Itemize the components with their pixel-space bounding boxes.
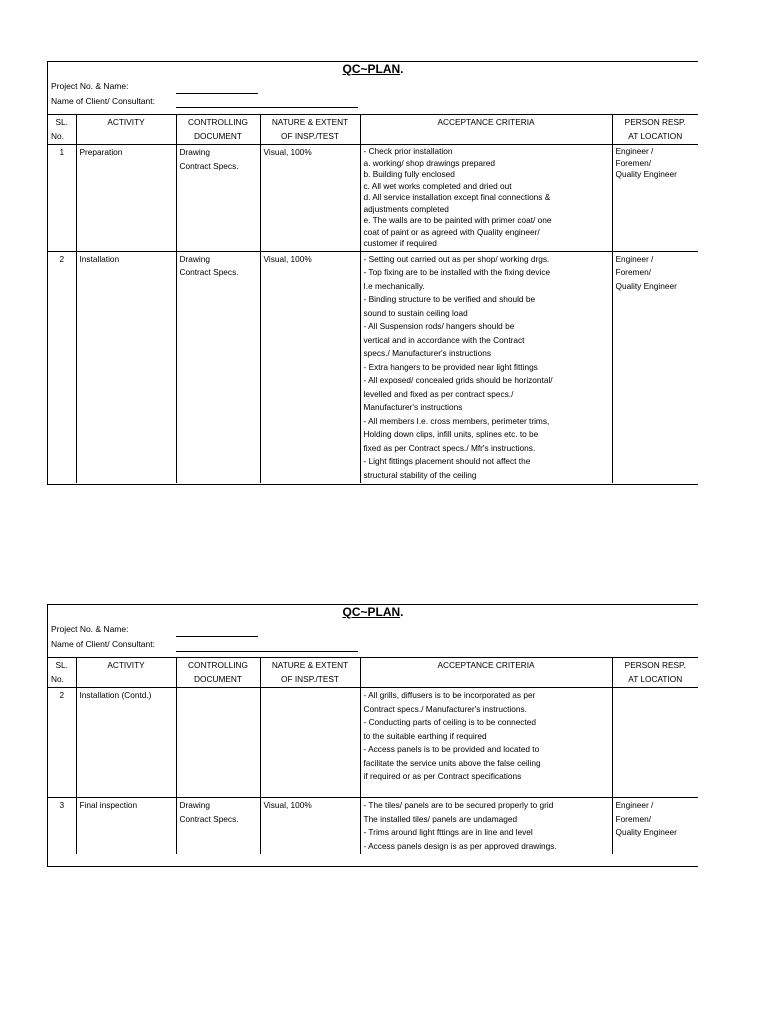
col-acceptance-criteria: ACCEPTANCE CRITERIA — [360, 115, 612, 145]
project-blank-line — [176, 93, 258, 94]
row-nature: Visual, 100% — [260, 798, 360, 855]
col-sl: SL. No. — [48, 115, 76, 145]
client-blank-line — [176, 107, 358, 108]
row-criteria: - Check prior installation a. working/ shop drawings prepared b. Building fully enclosed c. All wet works completed and dried out d. All service installation except final connections & adjustments completed e. The walls are to be painted with primer coat/ one coat of paint or as agreed with Quality engineer/ customer if required — [360, 145, 612, 252]
row-person: Engineer / Foremen/ Quality Engineer — [612, 251, 698, 483]
client-blank-line — [176, 651, 358, 652]
row-person: Engineer / Foremen/ Quality Engineer — [612, 145, 698, 252]
col-activity: ACTIVITY — [76, 115, 176, 145]
qc-plan-sheet-1 — [47, 61, 698, 485]
row-sl: 3 — [59, 800, 65, 810]
row-document: Drawing Contract Specs. — [176, 251, 260, 483]
qc-table — [48, 657, 698, 854]
row-sl: 2 — [48, 688, 76, 798]
col-controlling-document: CONTROLLING DOCUMENT — [176, 115, 260, 145]
row-person: Engineer / Foremen/ Quality Engineer — [612, 798, 698, 855]
header-row — [48, 658, 698, 688]
row-activity: Final inspection — [76, 798, 176, 855]
col-controlling-document: CONTROLLING DOCUMENT — [176, 658, 260, 688]
row-document: Drawing Contract Specs. — [176, 798, 260, 855]
project-label: Project No. & Name: — [51, 81, 129, 91]
row-nature: Visual, 100% — [260, 251, 360, 483]
row-person — [612, 688, 698, 798]
table-row — [48, 798, 698, 855]
row-sl: 1 — [48, 145, 76, 252]
col-acceptance-criteria: ACCEPTANCE CRITERIA — [360, 658, 612, 688]
col-person-resp: PERSON RESP. AT LOCATION — [612, 115, 698, 145]
client-label: Name of Client/ Consultant: — [51, 96, 155, 106]
col-person-resp: PERSON RESP. AT LOCATION — [612, 658, 698, 688]
table-row — [48, 251, 698, 483]
qc-plan-sheet-2 — [47, 604, 698, 867]
row-document: Drawing Contract Specs. — [176, 145, 260, 252]
table-row — [48, 688, 698, 798]
col-nature-extent: NATURE & EXTENT OF INSP./TEST — [260, 115, 360, 145]
sheet-title: QC~PLAN. — [342, 605, 404, 619]
row-document — [176, 688, 260, 798]
row-criteria: - The tiles/ panels are to be secured properly to grid The installed tiles/ panels are undamaged - Trims around light fttings are in line and level - Access panels design is as per approved drawings. — [360, 798, 612, 855]
row-activity: Preparation — [76, 145, 176, 252]
col-sl: SL. No. — [48, 658, 76, 688]
row-criteria: - Setting out carried out as per shop/ working drgs. - Top fixing are to be installed with the fixing device I.e mechanically. - Binding structure to be verified and should be sound to sustain ceiling load - All Suspension rods/ hangers should be vertical and in accordance with the Contract specs./ Manufacturer's instructions - Extra hangers to be provided near light fittings - All exposed/ concealed grids should be horizontal/ levelled and fixed as per contract specs./ Manufacturer's instructions - All members I.e. cross members, perimeter trims, Holding down clips, infill units, splines etc. to be fixed as per Contract specs./ Mfr's instructions. - Light fittings placement should not affect the structural stability of the ceiling — [360, 251, 612, 483]
qc-table — [48, 114, 698, 483]
header-row — [48, 115, 698, 145]
client-label: Name of Client/ Consultant: — [51, 639, 155, 649]
project-label: Project No. & Name: — [51, 624, 129, 634]
table-row — [48, 145, 698, 252]
row-activity: Installation — [76, 251, 176, 483]
project-blank-line — [176, 636, 258, 637]
row-nature — [260, 688, 360, 798]
col-activity: ACTIVITY — [76, 658, 176, 688]
row-sl: 2 — [59, 253, 65, 264]
sheet-title: QC~PLAN. — [342, 62, 404, 76]
col-nature-extent: NATURE & EXTENT OF INSP./TEST — [260, 658, 360, 688]
row-nature: Visual, 100% — [260, 145, 360, 252]
row-criteria: - All grills, diffusers is to be incorporated as per Contract specs./ Manufacturer's instructions. - Conducting parts of ceiling is to be connected to the suitable earthing if required - Access panels is to be provided and located to facilitate the service units above the false ceiling if required or as per Contract specifications — [360, 688, 612, 798]
row-activity: Installation (Contd.) — [76, 688, 176, 798]
